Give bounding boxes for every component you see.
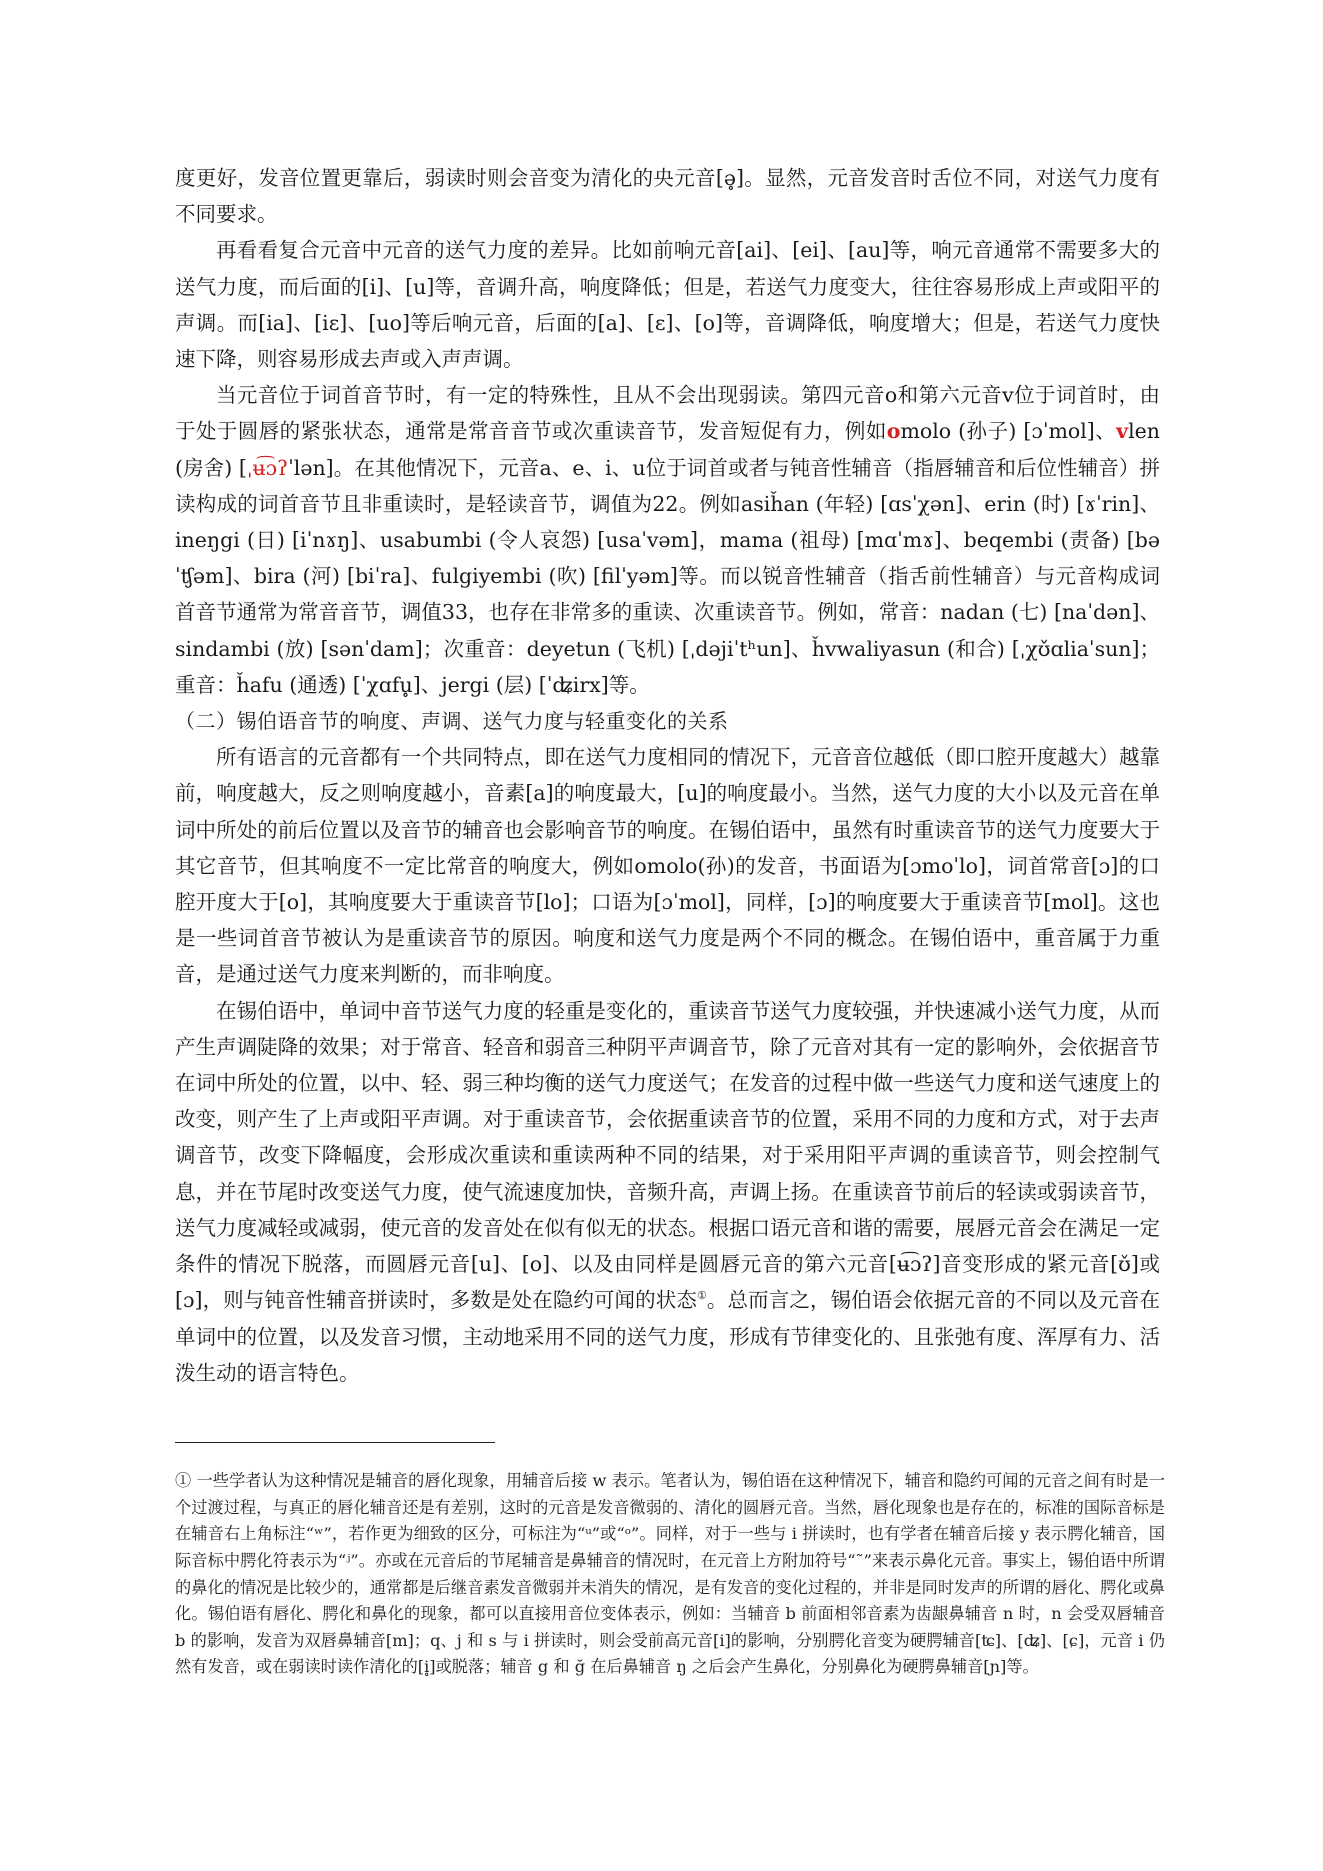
- paragraph-3-part-a: 当元音位于词首音节时，有一定的特殊性，且从不会出现弱读。第四元音o和第六元音v位于词首时，由于处于圆唇的紧张状态，通常是常音音节或次重读音节，发音短促有力，例如: [175, 383, 1160, 444]
- paragraph-1: 度更好，发音位置更靠后，弱读时则会音变为清化的央元音[ə̥]。显然，元音发音时舌位不同，对送气力度有不同要求。: [175, 166, 1160, 227]
- footnote-divider: [175, 1442, 495, 1443]
- highlight-letter-o: o: [886, 419, 901, 444]
- paragraph-4: 所有语言的元音都有一个共同特点，即在送气力度相同的情况下，元音音位越低（即口腔开度越大）越靠前，响度越大，反之则响度越小，音素[a]的响度最大，[u]的响度最小。当然，送气力度的大小以及元音在单词中所处的前后位置以及音节的辅音也会影响音节的响度。在锡伯语中，虽然有时重读音节的送气力度要大于其它音节，但其响度不一定比常音的响度大，例如omolo(孙)的发音，书面语为[ɔmoˈlo]，词首常音[ɔ]的口腔开度大于[o]，其响度要大于重读音节[lo]；口语为[ɔˈmol]，同样，[ɔ]的响度要大于重读音节[mol]。这也是一些词首音节被认为是重读音节的原因。响度和送气力度是两个不同的概念。在锡伯语中，重音属于力重音，是通过送气力度来判断的，而非响度。: [175, 745, 1160, 987]
- paragraph-5-part-b: 。总而言之，锡伯语会依据元音的不同以及元音在单词中的位置，以及发音习惯，主动地采用不同的送气力度，形成有节律变化的、且张弛有度、浑厚有力、活泼生动的语言特色。: [175, 1288, 1160, 1385]
- paragraph-3-part-c: len (房舍) [: [175, 419, 1160, 480]
- highlight-letter-v: v: [1116, 419, 1129, 444]
- paragraph-5: [175, 993, 1160, 1391]
- paragraph-3-part-d: ˈlən]。在其他情况下，元音a、e、i、u位于词首或者与钝音性辅音（指唇辅音和后位性辅音）拼读构成的词首音节且非重读时，是轻读音节，调值为22。例如asiȟan (年轻) [ɑsˈχən]、erin (时) [ɤˈrin]、ineŋgi (日) [iˈnɤŋ]、usabumbi (令人哀怨) [usaˈvəm]，mama (祖母) [mɑˈmɤ]、beqembi (责备) [bəˈʧəm]、bira (河) [biˈra]、fulgiyembi (吹) [filˈyəm]等。而以锐音性辅音（指舌前性辅音）与元音构成词首音节通常为常音音节，调值33，也存在非常多的重读、次重读音节。例如，常音：nadan (七) [naˈdən]、sindambi (放) [sənˈdam]；次重音：deyetun (飞机) [ˌdəjiˈtʰun]、ȟvwaliyasun (和合) [ˌχʊ̌ɑliaˈsun]；重音：ȟafu (通透) [ˈχɑfu̥]、jergi (层) [ˈʥirx]等。: [175, 455, 1160, 697]
- highlight-ipa: ˌʉ͡ɔʔ: [246, 455, 289, 480]
- footnote-reference[interactable]: ①: [696, 1289, 707, 1303]
- paragraph-3-part-b: molo (孙子) [ɔˈmol]、: [900, 419, 1117, 444]
- section-heading: （二）锡伯语音节的响度、声调、送气力度与轻重变化的关系: [175, 709, 729, 734]
- paragraph-5-part-a: 在锡伯语中，单词中音节送气力度的轻重是变化的，重读音节送气力度较强，并快速减小送气力度，从而产生声调陡降的效果；对于常音、轻音和弱音三种阴平声调音节，除了元音对其有一定的影响外，会依据音节在词中所处的位置，以中、轻、弱三种均衡的送气力度送气；在发音的过程中做一些送气力度和送气速度上的改变，则产生了上声或阳平声调。对于重读音节，会依据重读音节的位置，采用不同的力度和方式，对于去声调音节，改变下降幅度，会形成次重读和重读两种不同的结果，对于采用阳平声调的重读音节，则会控制气息，并在节尾时改变送气力度，使气流速度加快，音频升高，声调上扬。在重读音节前后的轻读或弱读音节，送气力度减轻或减弱，使元音的发音处在似有似无的状态。根据口语元音和谐的需要，展唇元音会在满足一定条件的情况下脱落，而圆唇元音[u]、[o]、以及由同样是圆唇元音的第六元音[ʉ͡ɔʔ]音变形成的紧元音[ʊ̌]或[ɔ]，则与钝音性辅音拼读时，多数是处在隐约可闻的状态: [175, 998, 1160, 1313]
- paragraph-3: [175, 377, 1160, 703]
- body-text: [175, 160, 1160, 1391]
- footnote-text: ① 一些学者认为这种情况是辅音的唇化现象，用辅音后接 w 表示。笔者认为，锡伯语在这种情况下，辅音和隐约可闻的元音之间有时是一个过渡过程，与真正的唇化辅音还是有差别，这时的元音是发音微弱的、清化的圆唇元音。当然，唇化现象也是存在的，标准的国际音标是在辅音右上角标注“ʷ”，若作更为细致的区分，可标注为“ᵘ”或“ᵒ”。同样，对于一些与 i 拼读时，也有学者在辅音后接 y 表示腭化辅音，国际音标中腭化符表示为“ʲ”。亦或在元音后的节尾辅音是鼻辅音的情况时，在元音上方附加符号“˜”来表示鼻化元音。事实上，锡伯语中所谓的鼻化的情况是比较少的，通常都是后继音素发音微弱并未消失的情况，是有发音的变化过程的，并非是同时发声的所谓的唇化、腭化或鼻化。锡伯语有唇化、腭化和鼻化的现象，都可以直接用音位变体表示，例如：当辅音 b 前面相邻音素为齿龈鼻辅音 n 时，n 会受双唇辅音 b 的影响，发音为双唇鼻辅音[m]；q、j 和 s 与 i 拼读时，则会受前高元音[i]的影响，分别腭化音变为硬腭辅音[ʨ]、[ʥ]、[ɕ]，元音 i 仍然有发音，或在弱读时读作清化的[i̥]或脱落；辅音 g 和 ğ 在后鼻辅音 ŋ 之后会产生鼻化，分别鼻化为硬腭鼻辅音[ɲ]等。: [175, 1471, 1165, 1677]
- paragraph-2: 再看看复合元音中元音的送气力度的差异。比如前响元音[ai]、[ei]、[au]等，响元音通常不需要多大的送气力度，而后面的[i]、[u]等，音调升高，响度降低；但是，若送气力度变大，往往容易形成上声或阳平的声调。而[ia]、[iɛ]、[uo]等后响元音，后面的[a]、[ɛ]、[o]等，音调降低，响度增大；但是，若送气力度快速下降，则容易形成去声或入声声调。: [175, 238, 1160, 372]
